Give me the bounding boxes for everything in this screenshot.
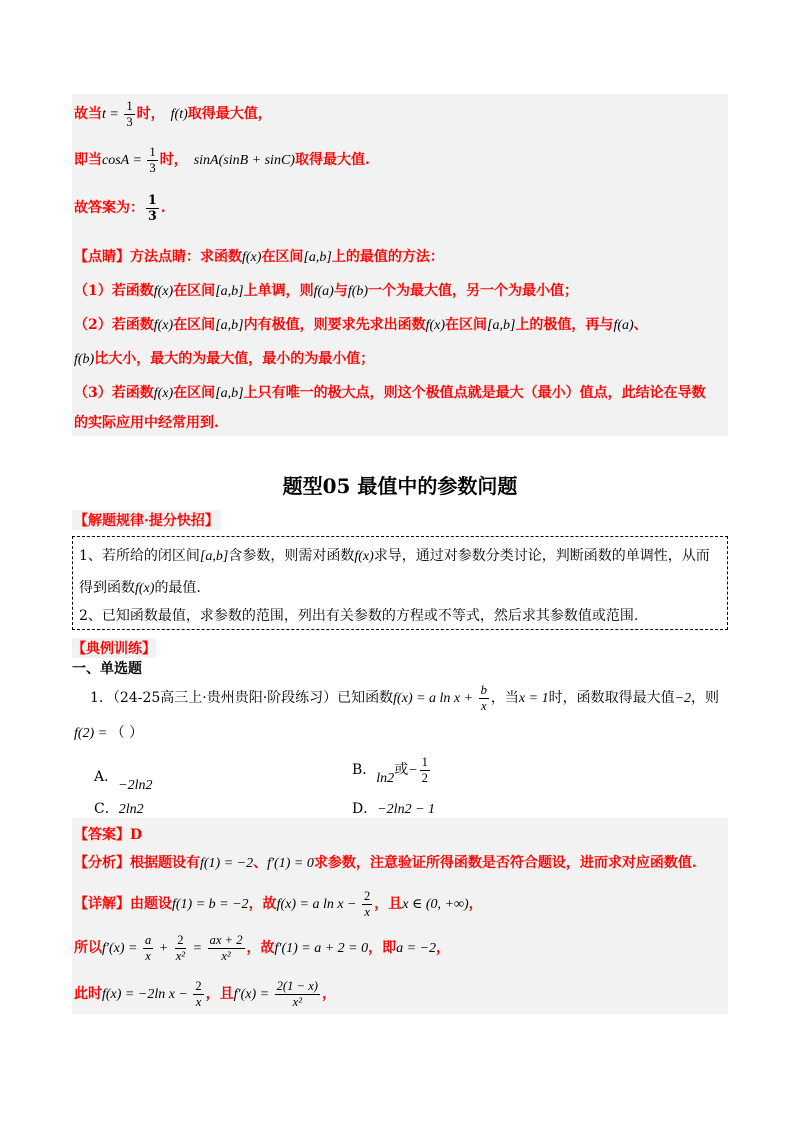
option-c[interactable]: C．2ln2 — [94, 801, 144, 817]
tip-item-1: （1）若函数f(x)在区间[a,b]上单调，则f(a)与f(b)一个为最大值，另一个为最小值； — [74, 283, 579, 299]
detail-line-3: 此时f(x) = −2ln x − $\frac{2}{x}$ ，且f′(x) = $\frac{2(1 - x)}{\text{x²}}$ ， — [74, 979, 336, 1009]
question-line-1: 1．（24-25高三上·贵州贵阳·阶段练习）已知函数f(x) = a ln x + $\frac{b}{x}$ ，当x = 1时，函数取得最大值−2，则 — [90, 683, 720, 713]
tip-item-3: （3）若函数f(x)在区间[a,b]上只有唯一的极大点，则这个极值点就是最大（最小）值点，此结论在导数 — [74, 385, 706, 401]
analysis-line: 【分析】根据题设有f(1) = −2、f′(1) = 0求参数，注意验证所得函数是否符合题设，进而求对应函数值. — [74, 855, 697, 871]
option-a[interactable]: A．−2ln2 — [94, 769, 153, 793]
tip-item-2-continued: f(b)比大小，最大的为最大值，最小的为最小值； — [74, 351, 375, 367]
section-title: 题型05 最值中的参数问题 — [282, 474, 518, 498]
conclusion-line-1: 故当t = $\frac{1}{3}$ 时， f(t)取得最大值， — [74, 99, 272, 129]
tips-box — [72, 536, 728, 630]
fraction-b-over-x: $\frac{b}{x}$ — [480, 683, 487, 713]
fraction-one-third: $\frac{1}{3}$ — [149, 145, 156, 175]
option-b[interactable]: B．ln2或− $\frac{1}{2}$ — [352, 755, 428, 787]
answer-line: 故答案为： $\frac{1}{3}$ . — [74, 192, 166, 223]
fraction-one-third: $\frac{1}{3}$ — [126, 99, 133, 129]
detail-line-1: 【详解】由题设f(1) = b = −2，故f(x) = a ln x − $\frac{2}{x}$ ，且x ∈ (0, +∞)， — [74, 889, 483, 919]
tip-item-2: （2）若函数f(x)在区间[a,b]内有极值，则要求先求出函数f(x)在区间[a,b]上的极值，再与f(a)、 — [74, 317, 648, 333]
fraction-one-half: $\frac{1}{2}$ — [421, 755, 428, 785]
examples-label: 【典例训练】 — [72, 638, 156, 658]
tips-line-1: 1、若所给的闭区间[a,b]含参数，则需对函数f(x)求导，通过对参数分类讨论，判断函数的单调性，从而 — [79, 548, 710, 564]
option-d[interactable]: D．−2ln2 − 1 — [352, 801, 436, 817]
tip-item-3-continued: 的实际应用中经常用到. — [74, 415, 219, 431]
single-choice-heading: 一、单选题 — [72, 661, 142, 677]
tip-heading-line: 【点睛】方法点睛：求函数f(x)在区间[a,b]上的最值的方法： — [74, 249, 444, 265]
detail-line-2: 所以f′(x) = $\frac{a}{x}$ + $\frac{2}{\text{x²}}$ = $\frac{ax + 2}{\text{x²}}$ ，故f′(1) = a + 2 = 0，即a = −2， — [74, 933, 451, 963]
tips-line-2: 得到函数f(x)的最值. — [79, 580, 201, 596]
answer-line: 【答案】D — [74, 827, 143, 843]
question-line-2: f(2) = （ ） — [74, 725, 144, 741]
conclusion-line-2: 即当cosA = $\frac{1}{3}$ 时， sinA(sinB + sinC)取得最大值. — [74, 145, 370, 175]
tips-label: 【解题规律·提分快招】 — [72, 510, 221, 530]
tips-line-3: 2、已知函数最值，求参数的范围，列出有关参数的方程或不等式，然后求其参数值或范围. — [79, 608, 639, 624]
fraction-one-third: $\frac{1}{3}$ — [148, 192, 157, 223]
